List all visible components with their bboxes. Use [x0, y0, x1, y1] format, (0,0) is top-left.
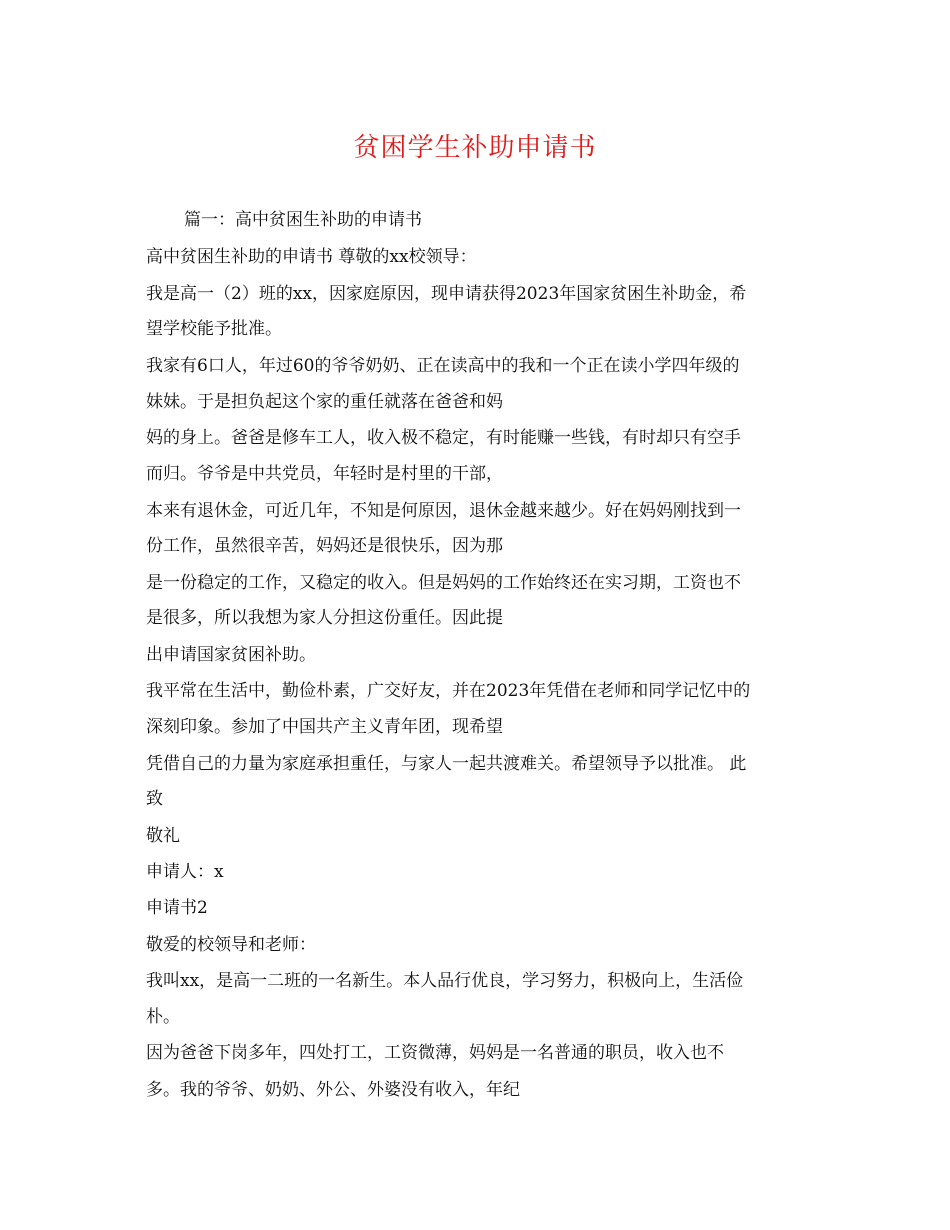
body-line: 妹妹。于是担负起这个家的重任就落在爸爸和妈	[146, 392, 503, 412]
body-line: 朴。	[146, 1007, 180, 1027]
document-title: 贫困学生补助申请书	[353, 133, 597, 163]
body-line: 是很多，所以我想为家人分担这份重任。因此提	[146, 608, 503, 628]
section-heading-1: 篇一：高中贫困生补助的申请书	[184, 210, 422, 230]
applicant-signature: 申请人：x	[146, 862, 224, 882]
body-line: 我叫xx，是高一二班的一名新生。本人品行优良，学习努力，积极向上，生活俭	[146, 971, 744, 991]
body-line: 份工作，虽然很辛苦，妈妈还是很快乐，因为那	[146, 536, 503, 556]
body-line: 高中贫困生补助的申请书 尊敬的xx校领导：	[146, 247, 477, 267]
body-line: 我平常在生活中，勤俭朴素，广交好友，并在2023年凭借在老师和同学记忆中的	[146, 681, 751, 701]
body-line: 妈的身上。爸爸是修车工人，收入极不稳定，有时能赚一些钱，有时却只有空手	[146, 428, 741, 448]
body-line: 是一份稳定的工作，又稳定的收入。但是妈妈的工作始终还在实习期，工资也不	[146, 573, 741, 593]
body-line: 本来有退休金，可近几年，不知是何原因，退休金越来越少。好在妈妈刚找到一	[146, 501, 741, 521]
body-line: 望学校能予批准。	[146, 319, 282, 339]
body-line: 我家有6口人，年过60的爷爷奶奶、正在读高中的我和一个正在读小学四年级的	[146, 356, 740, 376]
greeting-line: 敬爱的校领导和老师：	[146, 935, 316, 955]
closing-salutation: 敬礼	[146, 826, 180, 846]
body-line: 致	[146, 789, 163, 809]
body-line: 而归。爷爷是中共党员，年轻时是村里的干部，	[146, 464, 503, 484]
body-line: 出申请国家贫困补助。	[146, 645, 316, 665]
body-line: 深刻印象。参加了中国共产主义青年团，现希望	[146, 717, 503, 737]
body-line: 我是高一（2）班的xx，因家庭原因，现申请获得2023年国家贫困生补助金，希	[146, 284, 747, 304]
body-line: 因为爸爸下岗多年，四处打工，工资微薄，妈妈是一名普通的职员，收入也不	[146, 1043, 724, 1063]
body-line: 凭借自己的力量为家庭承担重任，与家人一起共渡难关。希望领导予以批准。 此	[146, 754, 747, 774]
section-heading-2: 申请书2	[146, 898, 208, 918]
body-line: 多。我的爷爷、奶奶、外公、外婆没有收入，年纪	[146, 1080, 520, 1100]
